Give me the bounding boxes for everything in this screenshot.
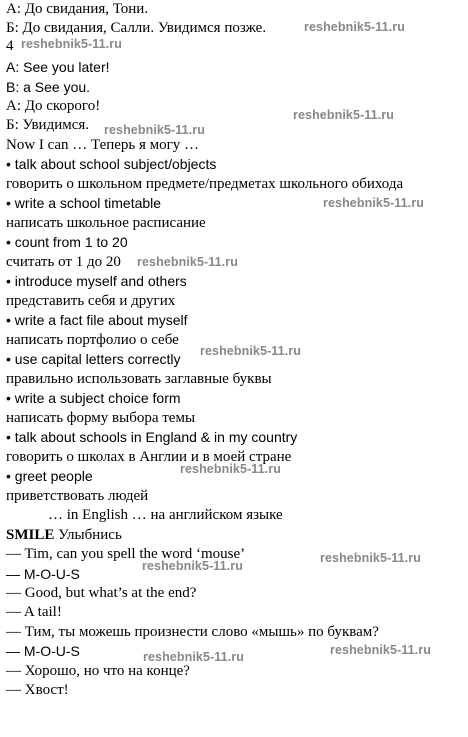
dialogue-line: Б: До свидания, Салли. Увидимся позже. — [6, 20, 267, 36]
watermark: reshebnik5-11.ru — [323, 196, 424, 210]
dialogue-line: А: До скорого! — [6, 98, 101, 114]
smile-translation: Улыбнись — [58, 527, 122, 543]
joke-line: — Tim, can you spell the word ‘mouse’ — [6, 546, 246, 562]
watermark: reshebnik5-11.ru — [104, 123, 205, 137]
dialogue-line: А: До свидания, Тони. — [6, 1, 149, 17]
skill-item: • write a subject choice form — [6, 390, 181, 406]
joke-line: — A tail! — [6, 604, 62, 620]
skill-translation: говорить о школах в Англии и в моей стране — [6, 449, 292, 465]
joke-line: — Good, but what’s at the end? — [6, 585, 197, 601]
skill-translation: правильно использовать заглавные буквы — [6, 371, 272, 387]
in-english-line: … in English … на английском языке — [48, 507, 283, 523]
skill-translation: написать форму выбора темы — [6, 410, 196, 426]
watermark: reshebnik5-11.ru — [180, 462, 281, 476]
watermark: reshebnik5-11.ru — [21, 37, 122, 51]
skill-item: • introduce myself and others — [6, 273, 187, 289]
dialogue-line: A: See you later! — [6, 59, 110, 75]
watermark: reshebnik5-11.ru — [143, 650, 244, 664]
section-heading: Now I can … Теперь я могу … — [6, 137, 200, 153]
watermark: reshebnik5-11.ru — [330, 643, 431, 657]
smile-heading — [6, 526, 122, 545]
skill-item: • count from 1 to 20 — [6, 234, 128, 250]
skill-item: • talk about schools in England & in my country — [6, 429, 298, 445]
joke-line: — Тим, ты можешь произнести слово «мышь» по буквам? — [6, 624, 379, 640]
skill-translation: считать от 1 до 20 — [6, 254, 121, 270]
watermark: reshebnik5-11.ru — [320, 551, 421, 565]
watermark: reshebnik5-11.ru — [304, 20, 405, 34]
skill-item: • greet people — [6, 468, 93, 484]
skill-translation: написать портфолио о себе — [6, 332, 179, 348]
skill-item: • use capital letters correctly — [6, 351, 181, 367]
watermark: reshebnik5-11.ru — [137, 255, 238, 269]
watermark: reshebnik5-11.ru — [200, 344, 301, 358]
skill-item: • talk about school subject/objects — [6, 156, 217, 172]
skill-translation: представить себя и других — [6, 293, 176, 309]
skill-translation: написать школьное расписание — [6, 215, 206, 231]
skill-translation: говорить о школьном предмете/предметах школьного обихода — [6, 176, 404, 192]
skill-item: • write a school timetable — [6, 195, 162, 211]
skill-item: • write a fact file about myself — [6, 312, 188, 328]
dialogue-line: B: a See you. — [6, 79, 91, 95]
dialogue-line: Б: Увидимся. — [6, 117, 90, 133]
joke-line: — M-O-U-S — [6, 566, 80, 582]
joke-line: — Хорошо, но что на конце? — [6, 663, 190, 679]
exercise-number: 4 — [6, 38, 14, 54]
joke-line: — M-O-U-S — [6, 643, 80, 659]
watermark: reshebnik5-11.ru — [142, 559, 243, 573]
smile-label: SMILE — [6, 527, 55, 543]
watermark: reshebnik5-11.ru — [293, 108, 394, 122]
skill-translation: приветствовать людей — [6, 488, 149, 504]
joke-line: — Хвост! — [6, 682, 69, 698]
